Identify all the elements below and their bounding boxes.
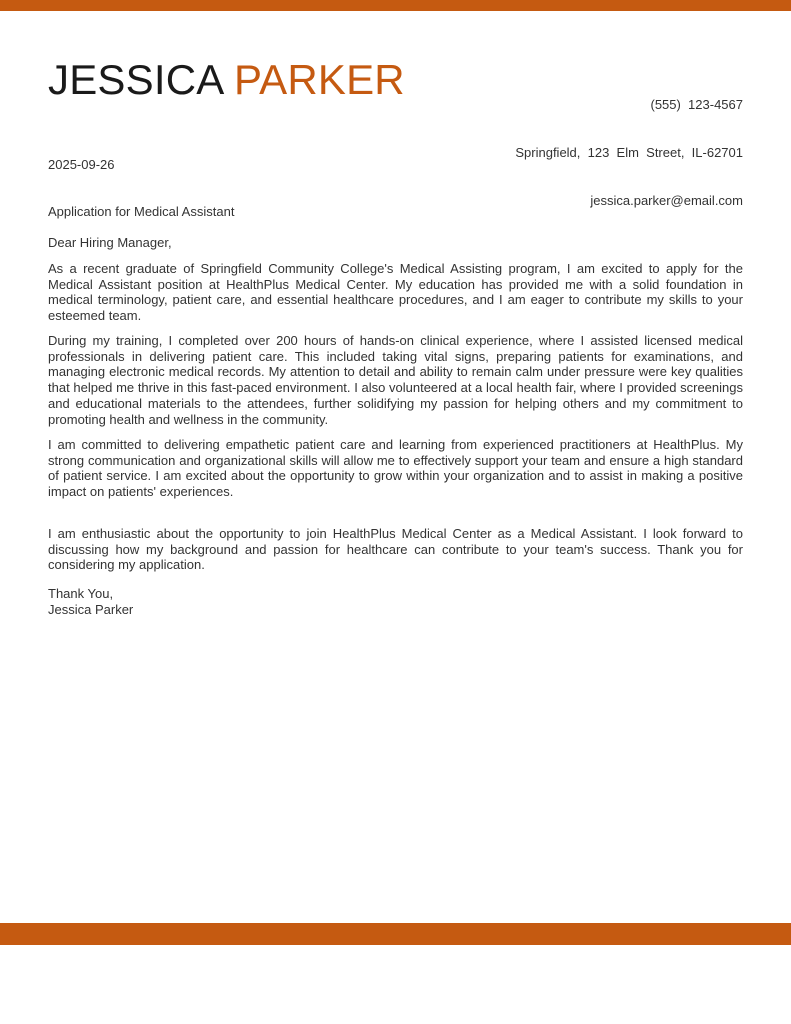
bottom-accent-bar bbox=[0, 923, 791, 945]
address: Springfield, 123 Elm Street, IL-62701 bbox=[515, 145, 743, 160]
body-paragraph: I am committed to delivering empathetic patient care and learning from experienced practitioners at HealthPlus. My strong communication and organizational skills will allow me to effectively support your team and ensure a high standard of patient service. I am excited about the opportunity to grow within your organization and to assist in making a positive impact on patients' experiences. bbox=[48, 437, 743, 500]
applicant-name bbox=[48, 56, 405, 104]
contact-block bbox=[515, 65, 743, 225]
letter-subject: Application for Medical Assistant bbox=[48, 204, 235, 219]
top-accent-bar bbox=[0, 0, 791, 11]
closing-line: Thank You, bbox=[48, 586, 114, 601]
first-name: JESSICA bbox=[48, 56, 223, 103]
body-paragraph: I am enthusiastic about the opportunity to join HealthPlus Medical Center as a Medical Assistant. I look forward to discussing how my background and passion for healthcare can contribute to your team's success. Thank you for considering my application. bbox=[48, 526, 743, 573]
last-name: PARKER bbox=[234, 56, 405, 103]
signer-name: Jessica Parker bbox=[48, 602, 134, 617]
letter-date: 2025-09-26 bbox=[48, 157, 115, 172]
salutation: Dear Hiring Manager, bbox=[48, 235, 172, 250]
body-paragraph: During my training, I completed over 200 hours of hands-on clinical experience, where I assisted licensed medical professionals in delivering patient care. This included taking vital signs, preparing patients for examinations, and managing electronic medical records. My attention to detail and ability to remain calm under pressure were key qualities that helped me thrive in this fast-paced environment. I also volunteered at a local health fair, where I provided screenings and educational materials to the attendees, further solidifying my passion for helping others and my commitment to promoting health and wellness in the community. bbox=[48, 333, 743, 427]
email-address: jessica.parker@email.com bbox=[590, 193, 743, 208]
phone-number: (555) 123-4567 bbox=[650, 97, 743, 112]
body-paragraph: As a recent graduate of Springfield Community College's Medical Assisting program, I am excited to apply for the Medical Assistant position at HealthPlus Medical Center. My education has provided me with a solid foundation in medical terminology, patient care, and essential healthcare procedures, and I am eager to contribute my skills to your esteemed team. bbox=[48, 261, 743, 324]
